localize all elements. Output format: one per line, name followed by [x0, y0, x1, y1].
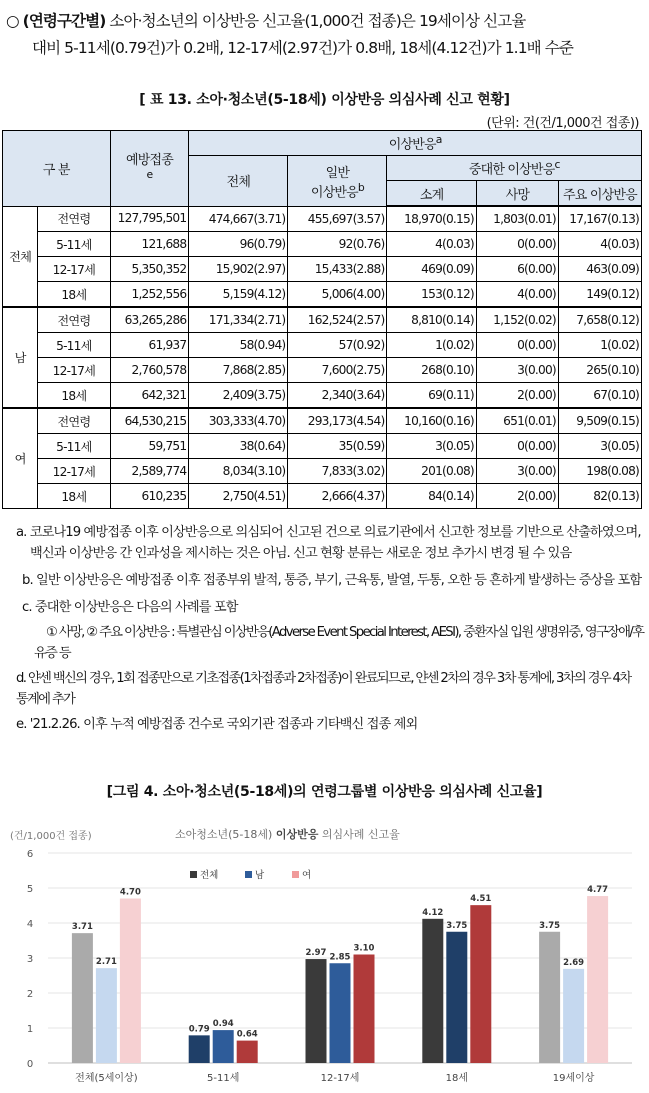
table-notes — [16, 522, 644, 735]
y-tick-label: 2 — [26, 989, 34, 1000]
cell-death: 3(0.00) — [476, 459, 558, 484]
header-general-note: b — [357, 180, 364, 194]
cell-general: 15,433(2.88) — [288, 257, 387, 282]
table-row — [3, 408, 642, 434]
cell-subtotal: 4(0.03) — [387, 232, 476, 257]
group-label: 전체 — [3, 206, 38, 307]
cell-vacc: 63,265,286 — [110, 307, 189, 333]
header-vacc-note: e — [146, 168, 153, 182]
cell-vacc: 610,235 — [110, 484, 189, 509]
bar-value-label: 0.79 — [188, 1024, 210, 1035]
note-c-detail: ① 사망, ② 주요 이상반응 : 특별관심 이상반응(Adverse Event Special Interest, AESI), 중환자실 입원 생명위중, 영구장애/후유증 등 — [34, 625, 644, 661]
intro-text-1: 소아·청소년의 이상반응 신고율(1,000건 접종)은 19세이상 신고율 — [109, 12, 526, 30]
header-general: 일반 이상반응$^b$ — [288, 156, 387, 207]
cell-total: 2,409(3.75) — [189, 383, 288, 409]
table-row — [3, 484, 642, 509]
cell-death: 1,803(0.01) — [476, 206, 558, 232]
note-a: a. 코로나19 예방접종 이후 이상반응으로 의심되어 신고된 건으로 의료기관에서 신고한 정보를 기반으로 산출하였으며, 백신과 이상반응 간 인과성을 제시하는 것은 아님. 신고 현황 분류는 새로운 정보 추가시 변경 될 수 있음 — [16, 525, 641, 561]
chart-y-axis — [27, 849, 33, 1070]
table-row — [3, 434, 642, 459]
cell-general: 92(0.76) — [288, 232, 387, 257]
y-tick-label: 6 — [26, 849, 34, 860]
x-tick-label: 18세 — [445, 1073, 468, 1084]
bar-전체 — [306, 959, 327, 1063]
cell-death: 0(0.00) — [476, 434, 558, 459]
bar-value-label: 3.71 — [71, 922, 93, 933]
age-label: 18세 — [38, 484, 110, 509]
age-label: 전연령 — [38, 307, 110, 333]
bar-value-label: 2.69 — [563, 957, 585, 968]
cell-major: 463(0.09) — [558, 257, 641, 282]
cell-subtotal: 153(0.12) — [387, 282, 476, 308]
bar-value-label: 4.51 — [470, 894, 492, 905]
age-label: 18세 — [38, 282, 110, 308]
cell-vacc: 1,252,556 — [110, 282, 189, 308]
chart-title: 소아청소년(5-18세) 이상반응 의심사례 신고율 — [175, 828, 400, 841]
bullet: ○ — [6, 12, 19, 30]
bar-chart — [0, 815, 649, 1093]
cell-general: 2,666(4.37) — [288, 484, 387, 509]
header-total: 전체 — [189, 156, 288, 207]
cell-general: 57(0.92) — [288, 333, 387, 358]
intro-line-2: 대비 5-11세(0.79건)가 0.2배, 12-17세(2.97건)가 0.8배, 18세(4.12건)가 1.1배 수준 — [32, 39, 573, 57]
header-adverse-note: a — [435, 133, 442, 147]
age-label: 5-11세 — [38, 232, 110, 257]
cell-total: 474,667(3.71) — [189, 206, 288, 232]
legend-swatch — [245, 871, 252, 878]
table-body — [3, 206, 642, 509]
age-label: 12-17세 — [38, 459, 110, 484]
cell-death: 3(0.00) — [476, 358, 558, 383]
cell-vacc: 59,751 — [110, 434, 189, 459]
cell-general: 35(0.59) — [288, 434, 387, 459]
bar-전체 — [72, 933, 93, 1063]
y-tick-label: 5 — [26, 884, 34, 895]
header-category: 구 분 — [3, 131, 111, 207]
cell-vacc: 2,760,578 — [110, 358, 189, 383]
bar-전체 — [539, 932, 560, 1063]
y-tick-label: 0 — [26, 1059, 34, 1070]
y-tick-label: 4 — [26, 919, 34, 930]
table-row — [3, 383, 642, 409]
cell-death: 1,152(0.02) — [476, 307, 558, 333]
cell-vacc: 121,688 — [110, 232, 189, 257]
age-label: 전연령 — [38, 408, 110, 434]
bar-전체 — [189, 1035, 210, 1063]
age-label: 5-11세 — [38, 333, 110, 358]
header-row-1 — [3, 131, 642, 156]
bar-value-label: 2.97 — [305, 948, 327, 959]
intro-heading: (연령구간별) — [22, 12, 106, 30]
bar-여 — [354, 955, 375, 1064]
bar-value-label: 2.85 — [329, 952, 351, 963]
y-tick-label: 1 — [26, 1024, 34, 1035]
cell-subtotal: 84(0.14) — [387, 484, 476, 509]
bar-value-label: 4.70 — [119, 887, 141, 898]
bar-전체 — [422, 919, 443, 1063]
table-row — [3, 232, 642, 257]
age-label: 전연령 — [38, 206, 110, 232]
cell-general: 162,524(2.57) — [288, 307, 387, 333]
table-row — [3, 257, 642, 282]
table-row — [3, 358, 642, 383]
age-label: 12-17세 — [38, 358, 110, 383]
note-b: b. 일반 이상반응은 예방접종 이후 접종부위 발적, 통증, 부기, 근육통, 발열, 두통, 오한 등 흔하게 발생하는 증상을 포함 — [22, 573, 642, 588]
cell-major: 17,167(0.13) — [558, 206, 641, 232]
header-serious: 중대한 이상반응$^c$ — [387, 156, 642, 181]
bar-value-label: 2.71 — [95, 957, 117, 968]
cell-subtotal: 3(0.05) — [387, 434, 476, 459]
bar-남 — [96, 968, 117, 1063]
table-row — [3, 333, 642, 358]
table-unit: (단위: 건(건/1,000건 접종)) — [486, 116, 639, 131]
bar-value-label: 3.10 — [353, 943, 375, 954]
bar-value-label: 3.75 — [446, 920, 468, 931]
cell-vacc: 642,321 — [110, 383, 189, 409]
x-tick-label: 5-11세 — [207, 1073, 240, 1084]
cell-total: 96(0.79) — [189, 232, 288, 257]
group-label: 남 — [3, 307, 38, 408]
legend-swatch — [292, 871, 299, 878]
cell-vacc: 64,530,215 — [110, 408, 189, 434]
bar-value-label: 3.75 — [539, 920, 561, 931]
cell-death: 2(0.00) — [476, 484, 558, 509]
cell-general: 7,600(2.75) — [288, 358, 387, 383]
adverse-event-table — [2, 130, 642, 509]
cell-vacc: 5,350,352 — [110, 257, 189, 282]
table-title: [ 표 13. 소아·청소년(5-18세) 이상반응 의심사례 신고 현황] — [139, 92, 510, 108]
cell-total: 5,159(4.12) — [189, 282, 288, 308]
bar-value-label: 0.94 — [212, 1019, 234, 1030]
chart-x-axis — [75, 1071, 595, 1084]
cell-vacc: 61,937 — [110, 333, 189, 358]
cell-subtotal: 8,810(0.14) — [387, 307, 476, 333]
table-row — [3, 307, 642, 333]
bar-남 — [330, 963, 351, 1063]
legend-swatch — [190, 871, 197, 878]
cell-total: 15,902(2.97) — [189, 257, 288, 282]
header-death: 사망 — [476, 181, 558, 207]
cell-major: 265(0.10) — [558, 358, 641, 383]
bar-남 — [213, 1030, 234, 1063]
cell-total: 2,750(4.51) — [189, 484, 288, 509]
table-row — [3, 282, 642, 308]
intro-paragraph — [6, 8, 646, 62]
cell-death: 2(0.00) — [476, 383, 558, 409]
cell-major: 149(0.12) — [558, 282, 641, 308]
group-label: 여 — [3, 408, 38, 509]
x-tick-label: 전체(5세이상) — [75, 1073, 138, 1084]
age-label: 18세 — [38, 383, 110, 409]
legend-label: 남 — [255, 870, 265, 881]
table-row — [3, 206, 642, 232]
note-c: c. 중대한 이상반응은 다음의 사례를 포함 — [22, 600, 238, 615]
cell-general: 293,173(4.54) — [288, 408, 387, 434]
cell-death: 4(0.00) — [476, 282, 558, 308]
header-adverse: 이상반응$^a$ — [189, 131, 642, 156]
legend-label: 전체 — [200, 870, 219, 881]
cell-major: 7,658(0.12) — [558, 307, 641, 333]
age-label: 12-17세 — [38, 257, 110, 282]
cell-total: 7,868(2.85) — [189, 358, 288, 383]
cell-vacc: 127,795,501 — [110, 206, 189, 232]
cell-death: 0(0.00) — [476, 333, 558, 358]
cell-death: 651(0.01) — [476, 408, 558, 434]
cell-death: 6(0.00) — [476, 257, 558, 282]
x-tick-label: 19세이상 — [552, 1073, 595, 1084]
cell-general: 5,006(4.00) — [288, 282, 387, 308]
cell-total: 38(0.64) — [189, 434, 288, 459]
cell-total: 58(0.94) — [189, 333, 288, 358]
cell-subtotal: 1(0.02) — [387, 333, 476, 358]
cell-subtotal: 201(0.08) — [387, 459, 476, 484]
bar-여 — [470, 905, 491, 1063]
bar-여 — [587, 896, 608, 1063]
cell-major: 9,509(0.15) — [558, 408, 641, 434]
cell-general: 2,340(3.64) — [288, 383, 387, 409]
cell-major: 82(0.13) — [558, 484, 641, 509]
cell-total: 8,034(3.10) — [189, 459, 288, 484]
note-e: e. '21.2.26. 이후 누적 예방접종 건수로 국외기관 접종과 기타백신 접종 제외 — [16, 717, 418, 732]
cell-major: 3(0.05) — [558, 434, 641, 459]
cell-major: 67(0.10) — [558, 383, 641, 409]
header-vaccinations: 예방접종 $^e$ — [110, 131, 189, 207]
intro-line-1 — [6, 8, 646, 35]
table-row — [3, 459, 642, 484]
bar-남 — [446, 932, 467, 1063]
cell-subtotal: 268(0.10) — [387, 358, 476, 383]
bar-value-label: 0.64 — [236, 1029, 258, 1040]
cell-major: 1(0.02) — [558, 333, 641, 358]
cell-subtotal: 469(0.09) — [387, 257, 476, 282]
cell-general: 7,833(3.02) — [288, 459, 387, 484]
bar-남 — [563, 969, 584, 1063]
chart-legend — [190, 869, 311, 881]
header-serious-note: c — [554, 158, 560, 172]
x-tick-label: 12-17세 — [320, 1073, 360, 1084]
age-label: 5-11세 — [38, 434, 110, 459]
cell-subtotal: 10,160(0.16) — [387, 408, 476, 434]
figure-title: [그림 4. 소아·청소년(5-18세)의 연령그룹별 이상반응 의심사례 신고율] — [106, 784, 543, 800]
note-d: d. 얀센 백신의 경우, 1회 접종만으로 기초접종(1차접종과 2차접종)이 완료되므로, 얀센 2차의 경우 3차 통계에, 3차의 경우 4차 통계에 추가 — [16, 671, 631, 707]
cell-death: 0(0.00) — [476, 232, 558, 257]
legend-label: 여 — [302, 870, 312, 881]
cell-major: 198(0.08) — [558, 459, 641, 484]
header-major: 주요 이상반응 — [558, 181, 641, 207]
cell-subtotal: 18,970(0.15) — [387, 206, 476, 232]
bar-value-label: 4.12 — [422, 907, 444, 918]
chart-bars — [72, 885, 608, 1063]
bar-여 — [120, 899, 141, 1064]
cell-vacc: 2,589,774 — [110, 459, 189, 484]
cell-subtotal: 69(0.11) — [387, 383, 476, 409]
y-tick-label: 3 — [26, 954, 34, 965]
bar-value-label: 4.77 — [587, 885, 609, 896]
cell-total: 171,334(2.71) — [189, 307, 288, 333]
cell-general: 455,697(3.57) — [288, 206, 387, 232]
bar-여 — [237, 1041, 258, 1063]
header-subtotal: 소계 — [387, 181, 476, 207]
chart-ylabel: (건/1,000건 접종) — [10, 831, 92, 842]
cell-total: 303,333(4.70) — [189, 408, 288, 434]
cell-major: 4(0.03) — [558, 232, 641, 257]
